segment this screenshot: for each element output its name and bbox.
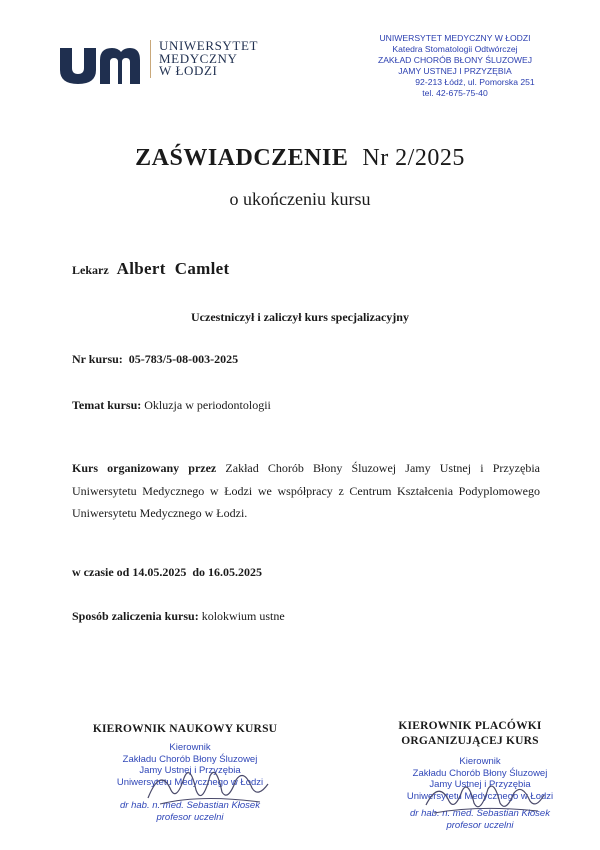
stamp-line: Kierownik [459, 756, 501, 767]
course-topic-row [72, 398, 271, 413]
stamp-line: 92-213 Łódź, ul. Pomorska 251 [415, 77, 535, 87]
stamp-line: dr hab. n. med. Sebastian Kłosek [120, 800, 260, 811]
completion-method-label: Sposób zaliczenia kursu: [72, 609, 199, 623]
logo-line-3: W ŁODZI [159, 63, 218, 78]
stamp-line: UNIWERSYTET MEDYCZNY W ŁODZI [379, 33, 531, 43]
completion-method-row [72, 609, 285, 624]
certificate-title [0, 145, 600, 172]
course-topic-value: Okluzja w periodontologii [144, 398, 271, 412]
stamp-line: JAMY USTNEJ I PRZYZĘBIA [398, 66, 512, 76]
stamp-line: tel. 42-675-75-40 [422, 88, 488, 98]
participation-statement: Uczestniczył i zaliczył kurs specjalizacyjny [191, 310, 409, 324]
stamp-line: Katedra Stomatologii Odtwórczej [392, 44, 518, 54]
right-title-line-1: KIEROWNIK PLACÓWKI [398, 720, 542, 732]
um-logo-icon [58, 40, 142, 86]
stamp-line: dr hab. n. med. Sebastian Kłosek [410, 808, 550, 819]
certificate-subtitle: o ukończeniu kursu [229, 189, 371, 209]
completion-method-value: kolokwium ustne [201, 609, 285, 623]
organizer-label: Kurs organizowany przez [72, 461, 217, 475]
course-topic-label: Temat kursu: [72, 398, 142, 412]
stamp-line: Zakładu Chorób Błony Śluzowej [412, 767, 548, 779]
certificate-number: Nr 2/2025 [362, 145, 465, 171]
organizer-value: Zakład Chorób Błony Śluzowej Jamy Ustnej i Przyzębia Uniwersytetu Medycznego w Łodzi we współpracy z Centrum Kształcenia Podyplomowego Uniwersytetu Medycznego w Łodzi. [72, 461, 540, 520]
title-word: ZAŚWIADCZENIE [135, 145, 349, 171]
logo-line-1: UNIWERSYTET [159, 38, 259, 53]
course-dates: w czasie od 14.05.2025 do 16.05.2025 [72, 565, 262, 579]
stamp-line: profesor uczelni [156, 811, 224, 823]
stamp-line: profesor uczelni [446, 819, 514, 831]
left-handwritten-signature [140, 758, 280, 813]
logo-line-2: MEDYCZNY [159, 50, 238, 66]
right-signature-title [370, 719, 570, 749]
left-signature-title: KIEROWNIK NAUKOWY KURSU [92, 723, 278, 735]
course-number-label: Nr kursu: [72, 352, 123, 366]
recipient-label: Lekarz [72, 263, 109, 277]
course-number-row [72, 352, 238, 367]
university-logo [58, 40, 268, 88]
stamp-line: Uniwersytetu Medycznego w Łodzi [116, 776, 264, 788]
recipient [72, 259, 229, 279]
recipient-name: Albert Camlet [116, 259, 230, 278]
logo-wordmark [150, 40, 258, 78]
organizer-paragraph [72, 457, 540, 525]
stamp-line: Jamy Ustnej i Przyzębia [139, 765, 241, 776]
stamp-line: ZAKŁAD CHORÓB BŁONY ŚLUZOWEJ [377, 55, 533, 65]
right-title-line-2: ORGANIZUJĄCEJ KURS [401, 735, 539, 747]
department-stamp [355, 33, 555, 99]
stamp-line: Kierownik [169, 742, 211, 753]
right-handwritten-signature [420, 775, 550, 820]
stamp-line: Zakładu Chorób Błony Śluzowej [122, 753, 258, 765]
stamp-line: Uniwersytetu Medycznego w Łodzi [406, 790, 554, 802]
course-number-value: 05-783/5-08-003-2025 [128, 352, 239, 366]
stamp-line: Jamy Ustnej i Przyzębia [429, 779, 531, 790]
